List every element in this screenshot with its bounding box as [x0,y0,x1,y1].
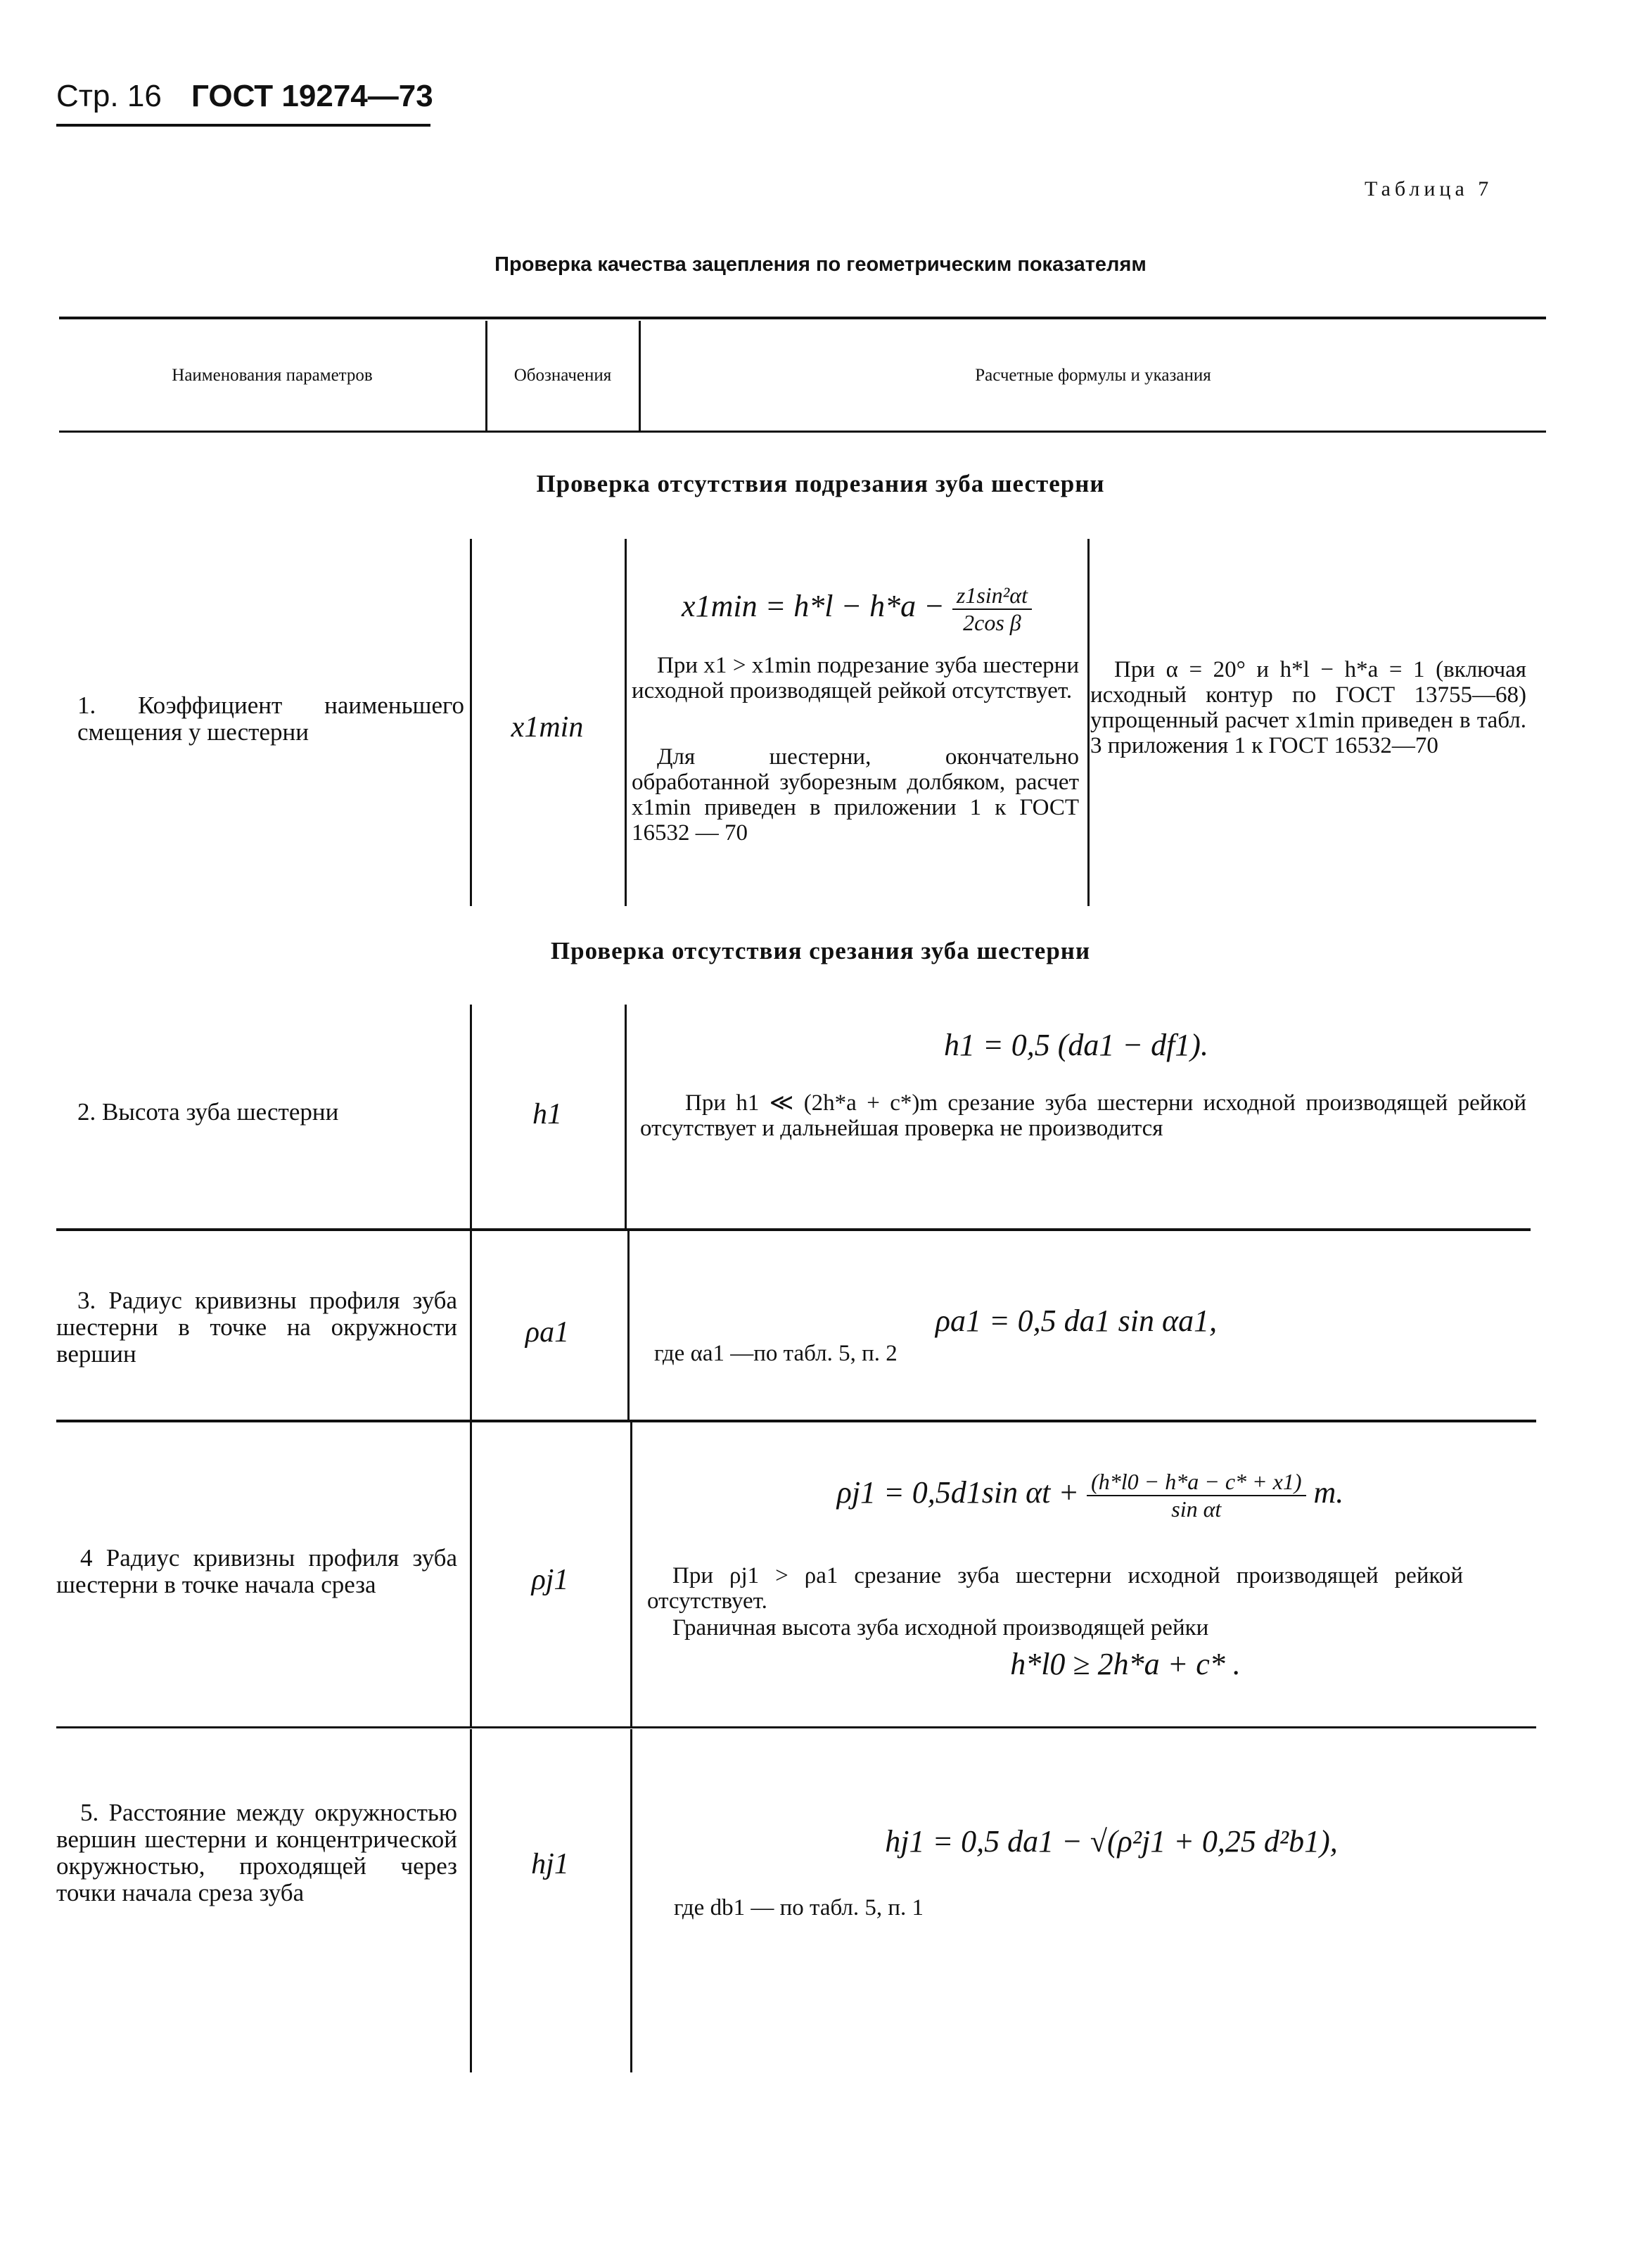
row4-parameter-name: 4 Радиус кривизны профиля зуба шестерни в точке начала среза [56,1544,457,1598]
row4-formula-numerator: (h*l0 − h*a − c* + x1) [1087,1469,1305,1496]
row1-formula-numerator: z1sin²αt [952,582,1032,610]
row4-formula-lhs: ρj1 = 0,5d1sin αt + [836,1475,1080,1510]
row4-formula-fraction [1087,1469,1305,1522]
column-divider [1087,539,1090,906]
section-title-undercut: Проверка отсутствия подрезания зуба шестерни [536,470,1105,497]
row2-description: При h1 ≪ (2h*a + c*)m срезание зуба шестерни исходной производящей рейкой отсутствует и дальнейшая проверка не производится [640,1090,1526,1141]
row2-symbol: h1 [532,1098,562,1130]
column-header-formulas: Расчетные формулы и указания [975,366,1211,385]
standard-number: ГОСТ 19274—73 [191,79,433,113]
page-number: Стр. 16 [56,79,162,113]
row-separator [56,1726,1536,1728]
row3-symbol: ρa1 [525,1316,570,1349]
table-title: Проверка качества зацепления по геометрическим показателям [494,253,1147,276]
row4-boundary-formula: h*l0 ≥ 2h*a + c* . [1010,1647,1241,1681]
column-divider [470,1422,472,1726]
table-top-rule [59,317,1546,319]
row4-formula-rhs: m. [1313,1475,1344,1510]
row5-formula: hj1 = 0,5 da1 − √(ρ²j1 + 0,25 d²b1), [885,1824,1338,1859]
column-divider [470,1231,472,1420]
row-separator [56,1420,1536,1422]
row1-formula [626,582,1087,636]
row5-symbol: hj1 [531,1848,569,1880]
column-divider [630,1422,632,1726]
row1-symbol: x1min [511,711,584,744]
column-header-name: Наименования параметров [172,366,373,385]
row1-parameter-name: 1. Коэффициент наименьшего смещения у шестерни [77,692,464,746]
row3-formula: ρa1 = 0,5 da1 sin αa1, [935,1304,1218,1338]
table-label: Таблица 7 [1365,177,1493,200]
row-separator [56,1228,1531,1231]
row1-note: При α = 20° и h*l − h*a = 1 (включая исходный контур по ГОСТ 13755—68) упрощенный расчет x1min приведен в табл. 3 приложения 1 к ГОСТ 16532—70 [1090,657,1526,758]
row4-symbol: ρj1 [531,1564,569,1596]
row4-formula-denominator: sin αt [1171,1496,1222,1522]
row1-formula-fraction [952,582,1032,636]
section-title-cutoff: Проверка отсутствия срезания зуба шестерни [550,937,1091,964]
row2-formula: h1 = 0,5 (da1 − df1). [944,1028,1208,1062]
row1-description-2: Для шестерни, окончательно обработанной зуборезным долбяком, расчет x1min приведен в приложении 1 к ГОСТ 16532 — 70 [632,744,1079,846]
row4-formula [746,1469,1435,1522]
row5-parameter-name: 5. Расстояние между окружностью вершин шестерни и концентрической окружностью, проходящей через точки начала среза зуба [56,1799,457,1906]
column-divider [625,1005,627,1228]
column-divider [470,1729,472,2072]
header-underline [56,124,430,127]
column-divider [470,1005,472,1228]
page-header [56,79,433,114]
row3-where-note: где αa1 —по табл. 5, п. 2 [654,1341,898,1366]
column-divider [470,539,472,906]
row2-parameter-name: 2. Высота зуба шестерни [77,1098,339,1126]
row3-parameter-name: 3. Радиус кривизны профиля зуба шестерни в точке на окружности вершин [56,1287,457,1368]
row1-formula-denominator: 2cos β [963,610,1021,635]
header-bottom-rule [59,431,1546,433]
row4-description: При ρj1 > ρa1 срезание зуба шестерни исходной производящей рейкой отсутствует. [647,1563,1463,1614]
row1-description: При x1 > x1min подрезание зуба шестерни исходной производящей рейкой отсутствует. [632,653,1079,703]
row5-where-note: где db1 — по табл. 5, п. 1 [674,1895,924,1920]
row4-boundary-text: Граничная высота зуба исходной производящей рейки [672,1615,1209,1641]
column-divider [627,1231,630,1420]
row1-formula-lhs: x1min = h*l − h*a − [682,589,945,624]
column-divider [630,1729,632,2072]
column-header-symbol: Обозначения [513,366,612,385]
